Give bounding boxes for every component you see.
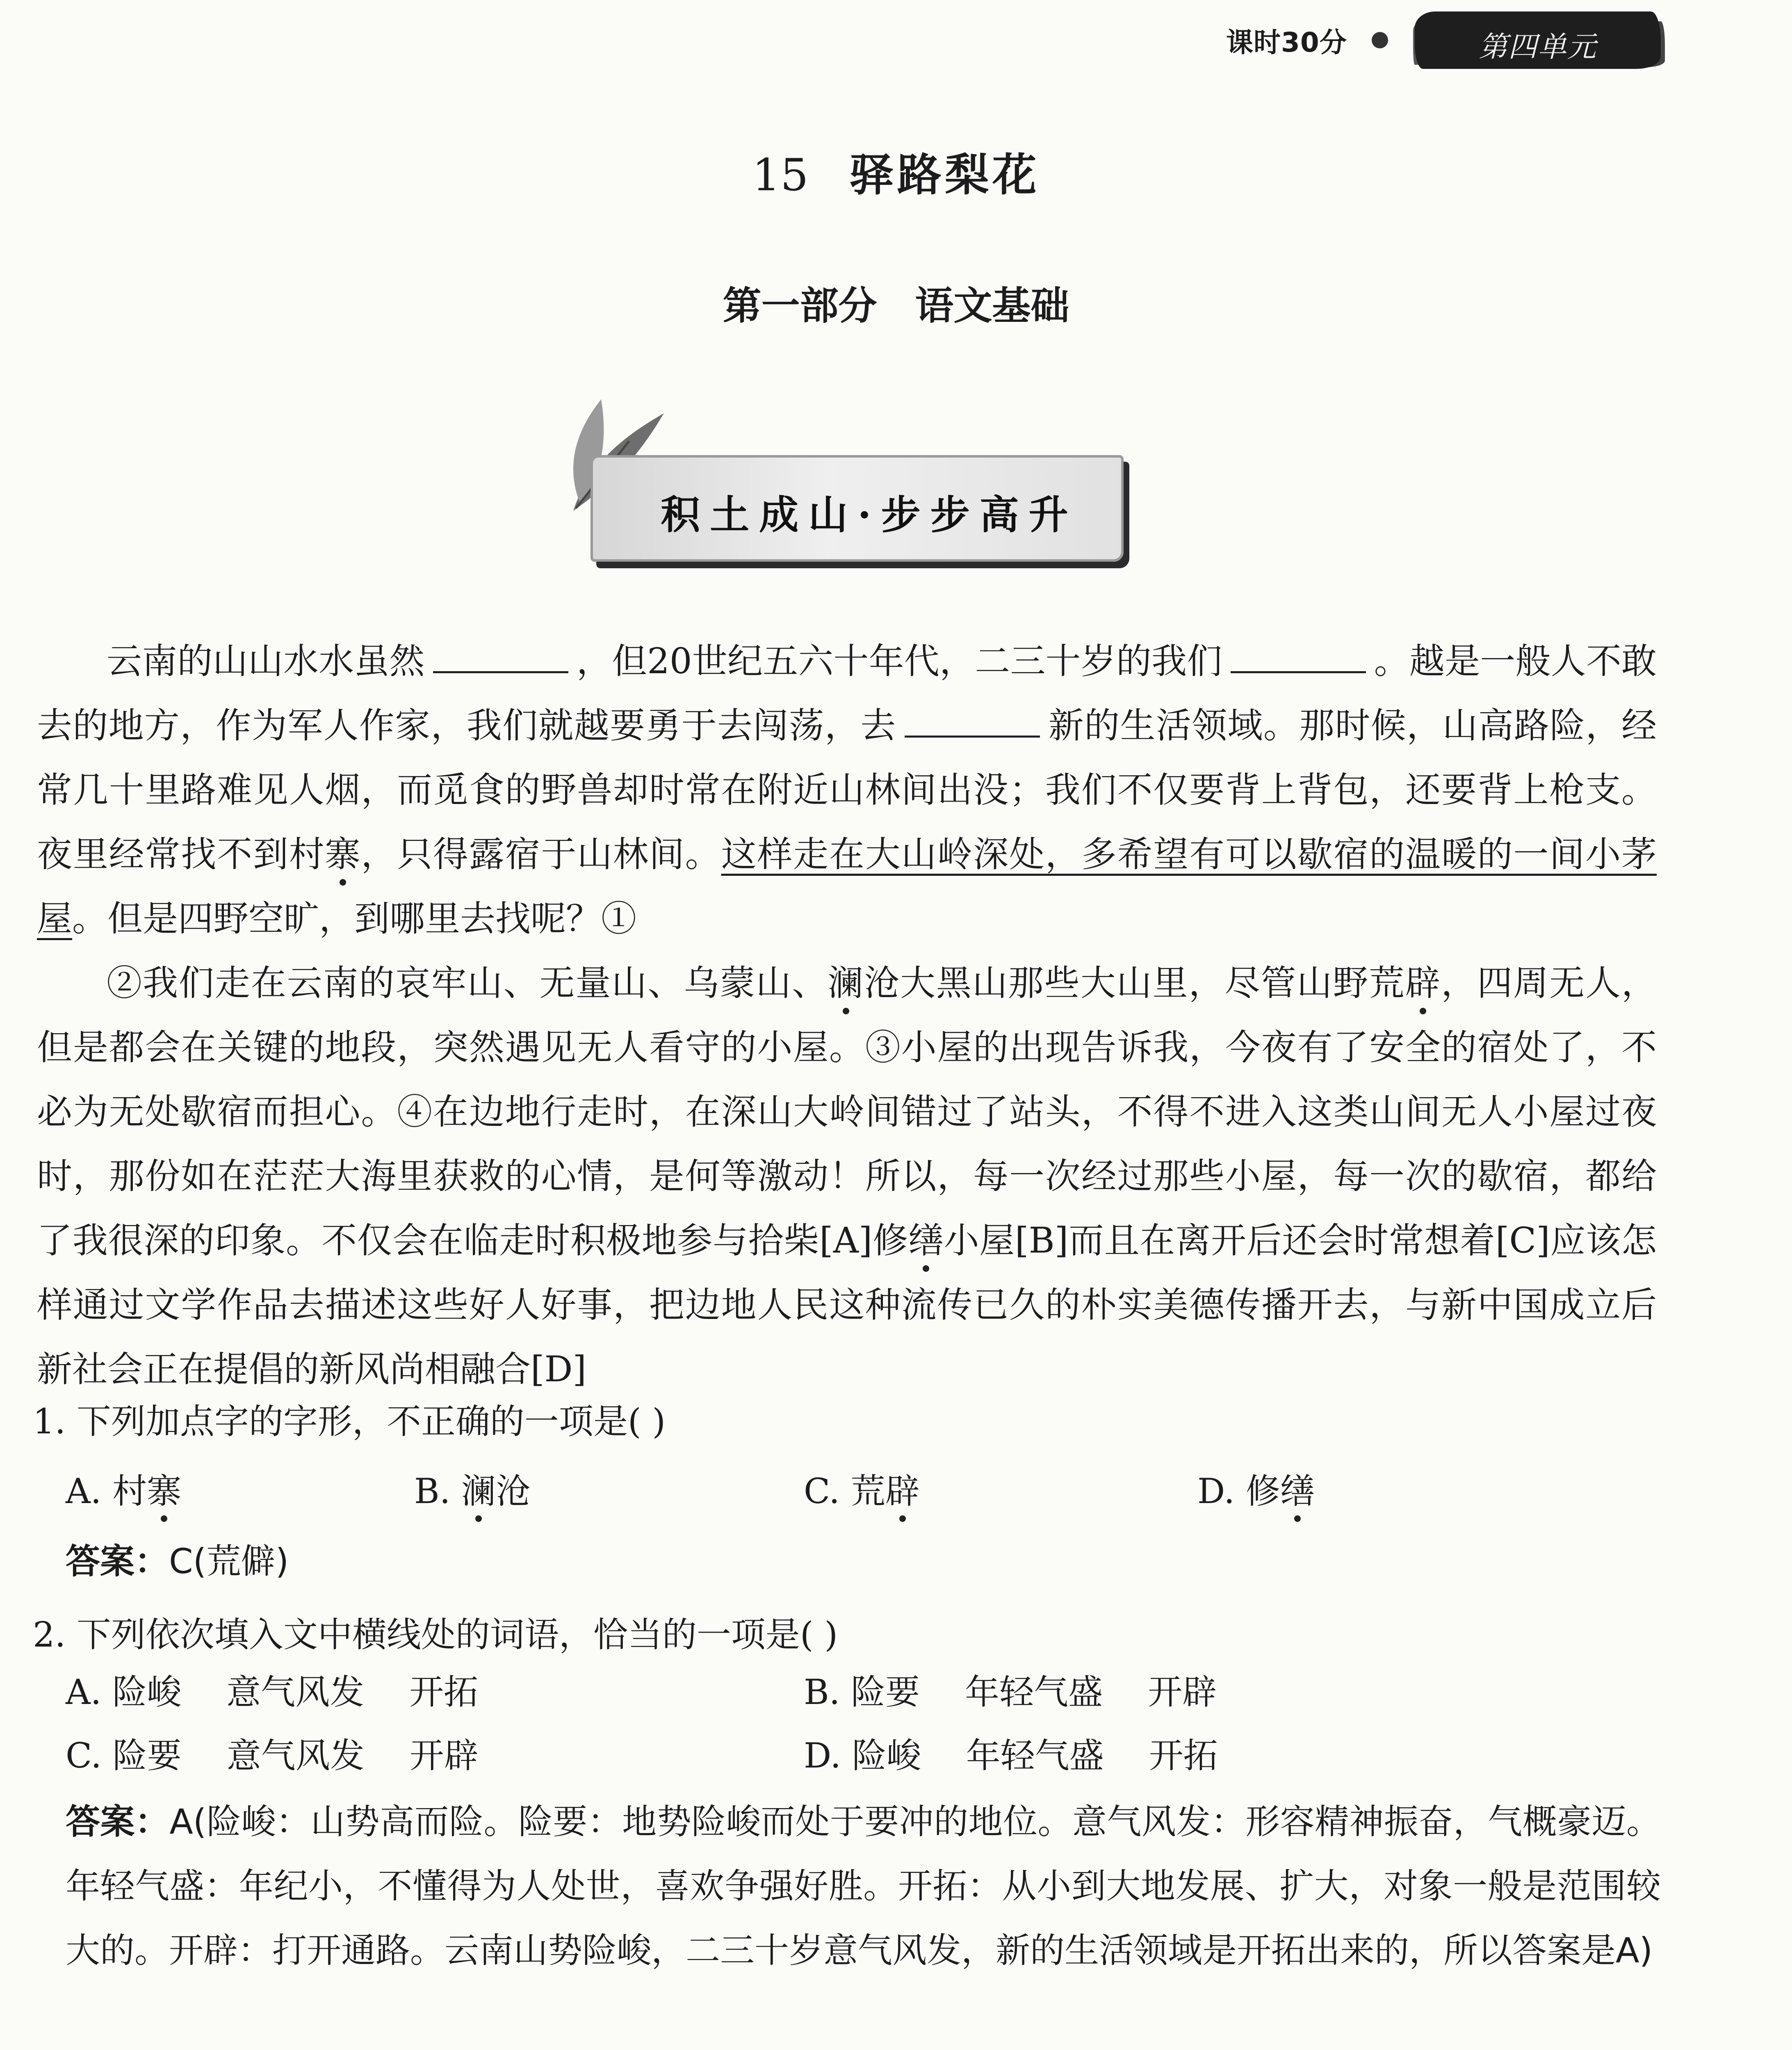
question-1-stem: 1. 下列加点字的字形，不正确的一项是( ) [33, 1401, 666, 1442]
dotted-character: 缮 [908, 1220, 944, 1261]
passage-text: 。越是一般人不敢去的地方，作为军人作家，我们就越要勇于去闯荡，去 [37, 641, 1657, 746]
unit-badge [1415, 11, 1661, 69]
dotted-character: 澜 [828, 963, 864, 1004]
passage-text: 沧大黑山那些大山里，尽管山野荒 [864, 963, 1405, 1004]
passage-text: ②我们走在云南的哀牢山、无量山、乌蒙山、 [107, 963, 828, 1004]
passage-text: 云南的山山水水虽然 [107, 641, 425, 682]
fill-blank-1 [433, 647, 568, 673]
question-2-option-a: A. 险峻 意气风发 开拓 [66, 1672, 479, 1712]
question-1-answer: 答案：C(荒僻) [66, 1541, 289, 1581]
question-1-option-c: C. 荒辟 [804, 1471, 920, 1511]
bullet-dot-icon [1372, 32, 1388, 48]
question-1-option-a: A. 村寨 [66, 1471, 182, 1511]
fill-blank-3 [905, 711, 1040, 738]
passage-text: 。但是四野空旷，到哪里去找呢？① [72, 898, 636, 939]
dotted-character: 辟 [1405, 963, 1441, 1004]
passage-text: ，四周无人，但是都会在关键的地段，突然遇见无人看守的小屋。③小屋的出现告诉我，今夜有了安全的宿处了，不必为无处歇宿而担心。④在边地行走时，在深山大岭间错过了站头，不得不进入这类山间无人小屋过夜时，那份如在茫茫大海里获救的心情，是何等激动！所以，每一次经过那些小屋，每一次的歇宿，都给了我很深的印象。不仅会在临走时积极地参与拾柴[A]修 [37, 963, 1657, 1261]
part-title: 第一部分 语文基础 [723, 284, 1069, 328]
question-2-option-b: B. 险要 年轻气盛 开辟 [804, 1672, 1217, 1712]
dotted-character: 寨 [325, 834, 361, 875]
question-2-stem: 2. 下列依次填入文中横线处的词语，恰当的一项是( ) [33, 1615, 838, 1655]
lesson-duration-label: 课时30分 [1226, 27, 1347, 58]
passage-text: ，但20世纪五六十年代，二三十岁的我们 [576, 641, 1222, 682]
underlined-sentence: 这样走在大山岭深处，多希望有可以歇宿的温暖的一间小茅屋 [37, 834, 1657, 939]
question-1-option-b: B. 澜沧 [414, 1471, 531, 1511]
lesson-title [0, 139, 1792, 203]
question-2-option-d: D. 险峻 年轻气盛 开拓 [804, 1736, 1218, 1776]
question-2-option-c: C. 险要 意气风发 开辟 [66, 1736, 479, 1776]
question-2-answer: 答案：A(险峻：山势高而险。险要：地势险峻而处于要冲的地位。意气风发：形容精神振奋，气概豪迈。年轻气盛：年纪小，不懂得为人处世，喜欢争强好胜。开拓：从小到大地发展、扩大，对象一般是范围较大的。开辟：打开通路。云南山势险峻，二三十岁意气风发，新的生活领域是开拓出来的，所以答案是A) [66, 1802, 1661, 1970]
unit-label: 第四单元 [1479, 30, 1597, 64]
passage-paragraph-1 [37, 629, 1657, 951]
passage-paragraph-2 [37, 951, 1657, 1402]
passage-text: ，只得露宿于山林间。 [361, 834, 721, 875]
lesson-number: 15 [752, 150, 809, 201]
question-1-option-d: D. 修缮 [1197, 1471, 1315, 1511]
lesson-name: 驿路梨花 [849, 149, 1040, 201]
section-banner-text: 积土成山·步步高升 [661, 492, 1078, 538]
fill-blank-2 [1231, 647, 1366, 673]
passage-text: 新的生活领域。那时候，山高路险，经常几十里路难见人烟，而觅食的野兽却时常在附近山林间出没；我们不仅要背上背包，还要背上枪支。夜里经常找不到村 [37, 705, 1657, 875]
section-banner [590, 455, 1124, 562]
passage-text: 小屋[B]而且在离开后还会时常想着[C]应该怎样通过文学作品去描述这些好人好事，把边地人民这种流传已久的朴实美德传播开去，与新中国成立后新社会正在提倡的新风尚相融合[D] [37, 1220, 1657, 1390]
